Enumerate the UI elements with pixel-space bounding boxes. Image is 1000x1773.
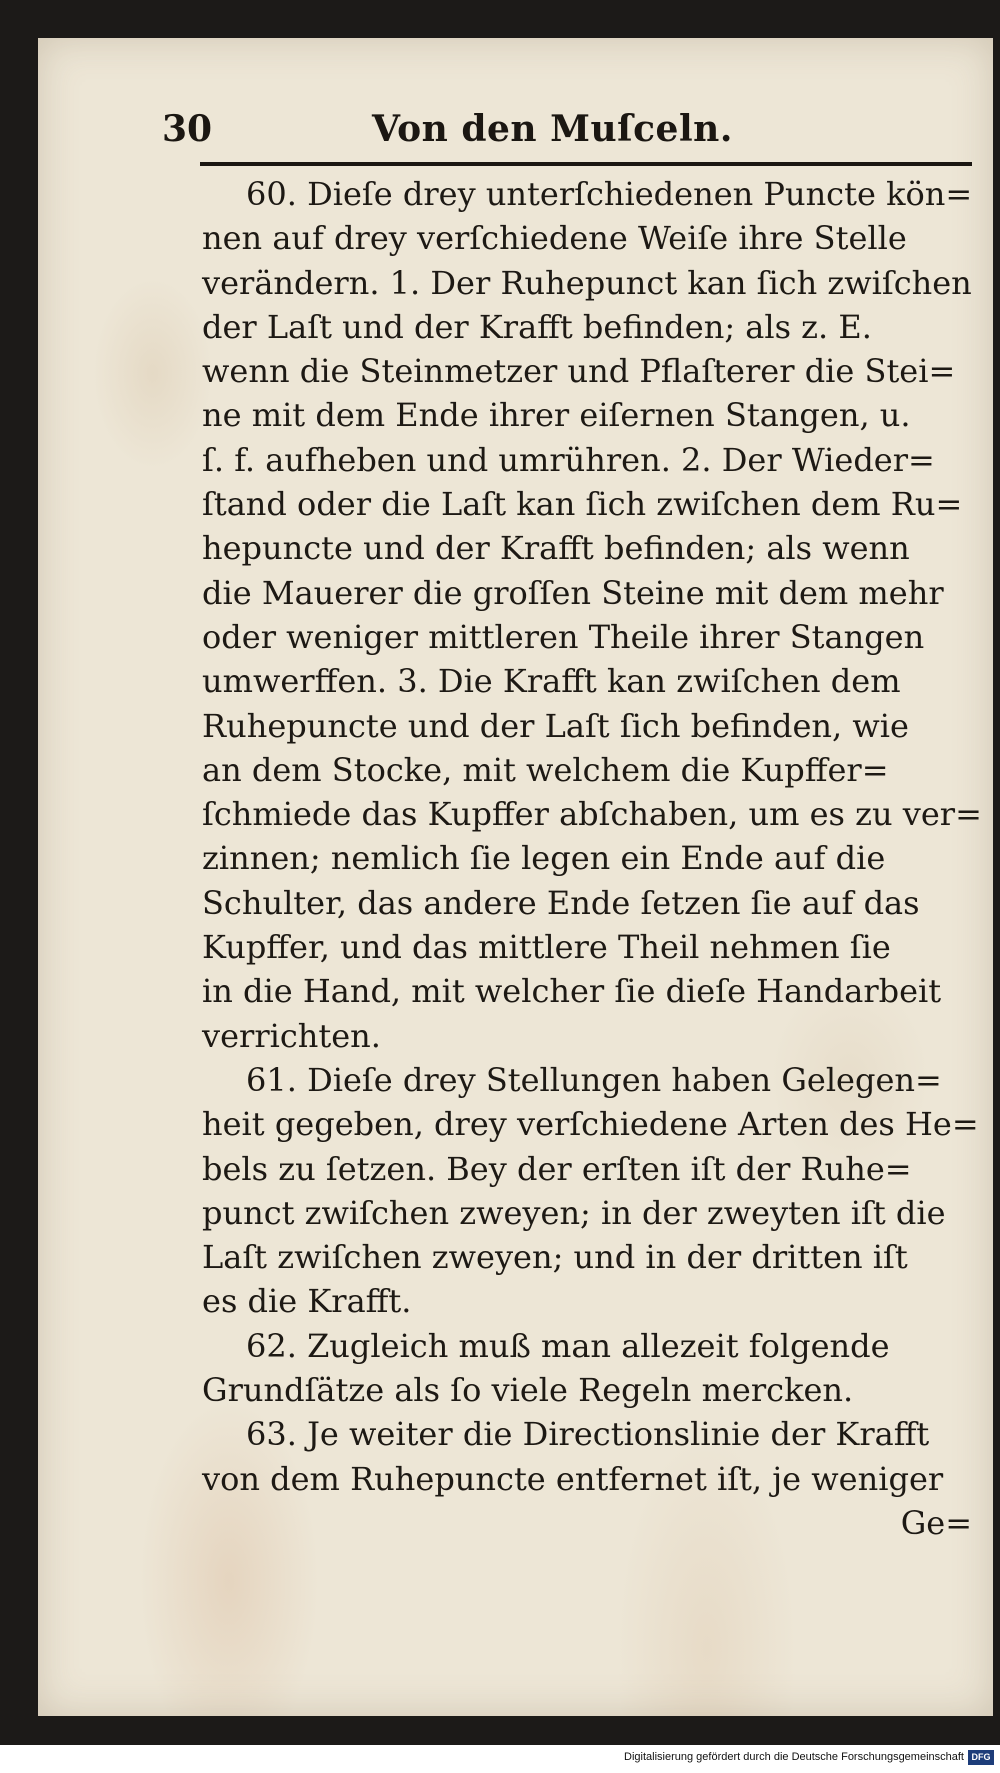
text-line: 62. Zugleich muß man allezeit folgende [246, 1326, 890, 1365]
text-body [202, 172, 982, 1545]
text-line: in die Hand, mit welcher ſie dieſe Handarbeit [202, 972, 942, 1011]
running-title: Von den Muſceln. [372, 108, 733, 150]
text-line: Grundſätze als ſo viele Regeln mercken. [202, 1371, 854, 1410]
text-line: der Laſt und der Krafft befinden; als z. E. [202, 307, 872, 346]
text-line: bels zu ſetzen. Bey der erſten iſt der Ruhe= [202, 1149, 912, 1188]
text-line: Schulter, das andere Ende ſetzen ſie auf das [202, 883, 920, 922]
text-line: umwerffen. 3. Die Krafft kan zwiſchen dem [202, 662, 901, 701]
text-line: von dem Ruhepuncte entfernet iſt, je weniger [202, 1459, 944, 1498]
text-line: heit gegeben, drey verſchiedene Arten des He= [202, 1105, 979, 1144]
text-line: Kupffer, und das mittlere Theil nehmen ſie [202, 928, 891, 967]
text-line: ſchmiede das Kupffer abſchaben, um es zu ver= [202, 795, 982, 834]
text-line: verrichten. [202, 1016, 381, 1055]
text-line: zinnen; nemlich ſie legen ein Ende auf die [202, 839, 886, 878]
header-rule [200, 162, 972, 166]
funding-credit: Digitalisierung gefördert durch die Deutsche Forschungsgemeinschaft [624, 1751, 964, 1763]
text-line: es die Krafft. [202, 1282, 412, 1321]
text-line: an dem Stocke, mit welchem die Kupffer= [202, 750, 889, 789]
page-header [162, 108, 972, 164]
catchword: Ge= [900, 1503, 972, 1542]
text-line: punct zwiſchen zweyen; in der zweyten iſt die [202, 1193, 946, 1232]
text-line: ſ. f. aufheben und umrühren. 2. Der Wieder= [202, 440, 935, 479]
text-line: wenn die Steinmetzer und Pflaſterer die Stei= [202, 352, 956, 391]
text-line: nen auf drey verſchiedene Weiſe ihre Stelle [202, 219, 907, 258]
text-line: 60. Dieſe drey unterſchiedenen Puncte kön= [246, 175, 973, 213]
text-line: ne mit dem Ende ihrer eiſernen Stangen, u. [202, 396, 911, 435]
text-line: die Mauerer die groſſen Steine mit dem mehr [202, 573, 944, 612]
text-line: 61. Dieſe drey Stellungen haben Gelegen= [246, 1060, 942, 1099]
text-line: ſtand oder die Laſt kan ſich zwiſchen dem Ru= [202, 485, 963, 524]
text-line: verändern. 1. Der Ruhepunct kan ſich zwiſchen [202, 263, 972, 302]
text-line: Laſt zwiſchen zweyen; und in der dritten iſt [202, 1238, 908, 1277]
text-line: Ruhepuncte und der Laſt ſich befinden, wie [202, 706, 909, 745]
text-line: hepuncte und der Krafft befinden; als wenn [202, 529, 910, 568]
digitization-footer [0, 1745, 1000, 1773]
text-line: 63. Je weiter die Directionslinie der Krafft [246, 1415, 930, 1454]
dfg-logo-icon: DFG [968, 1750, 994, 1765]
page-number: 30 [162, 108, 213, 150]
text-line: oder weniger mittleren Theile ihrer Stangen [202, 617, 925, 656]
